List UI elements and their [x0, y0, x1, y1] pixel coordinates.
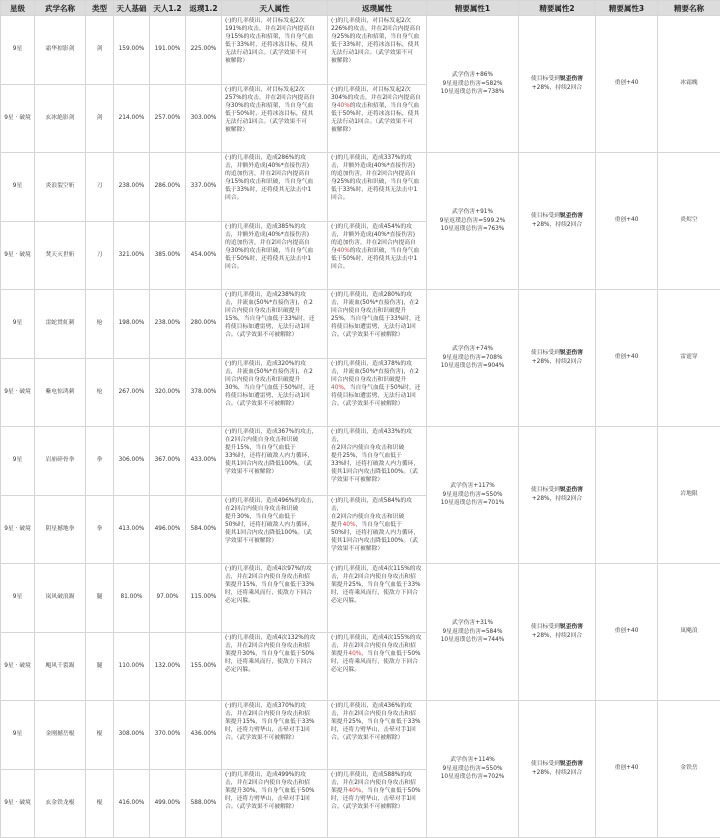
fanpu-attr-cell: (·)的几率使出，造成378%的攻 击，并流血(50%*直接伤害)，在2 回合内使自身攻击和识破提升 40%，当自身气血低于50%时，还 将使目标如遭雷劈，无法行动1回 合。（武学效果不可被解除）	[328, 359, 427, 427]
header-tianren-attr: 天人属性	[222, 1, 328, 16]
damage-type-label: 锐歪伤害	[560, 487, 583, 493]
star-cell: 9星	[1, 427, 35, 496]
tianren-12-cell: 499.00%	[150, 770, 186, 838]
skill-name-cell: 雷蛇贯虹刺	[35, 290, 86, 359]
essence-name-cell: 雷霆穿	[658, 290, 720, 427]
tianren-attr-cell: (·)的几率使出，造成286%的攻 击，并额外造成(40%*直接伤害) 的追加伤害，并在2回合内提高自 身15%的攻击和识破，当自身气血 低于33%时，还将使其无法击中1 回合。	[222, 153, 328, 222]
highlight-value: 40%	[348, 651, 361, 657]
fanpu-12-cell: 303.00%	[186, 85, 222, 153]
tianren-base-cell: 238.00%	[114, 153, 150, 222]
fanpu-12-cell: 584.00%	[186, 496, 222, 564]
header-row	[1, 1, 720, 16]
skill-name-cell: 焚天灭世斩	[35, 222, 86, 290]
table-row	[1, 701, 720, 770]
header-essence-attr-1: 精要属性1	[427, 1, 519, 16]
fanpu-12-cell: 433.00%	[186, 427, 222, 496]
skill-name-cell: 金刚撼岳棍	[35, 701, 86, 770]
tianren-base-cell: 110.00%	[114, 633, 150, 701]
highlight-value: 40%	[348, 788, 361, 794]
essence-attr-1-cell: 武学伤害+31% 9星返璞总伤害=584% 10星返璞总伤害=744%	[427, 564, 519, 701]
header-tianren-base: 天人基础	[114, 1, 150, 16]
highlight-value: 40%	[331, 385, 344, 391]
tianren-base-cell: 267.00%	[114, 359, 150, 427]
table-body	[1, 16, 720, 838]
fanpu-attr-cell: (·)的几率使出，造成436%的攻 击，并在2回合内使自身攻击和招 架提升25%，当自身气血低于33% 时，还将力劈华山，击晕对手1回 合。（武学效果不可被解除）	[328, 701, 427, 770]
tianren-attr-cell: (·)的几率使出，造成367%的攻击， 在2回合内使自身攻击和识破 提升15%，当自身气血低于 33%时，还将打破敌人内力循环， 使其1回合内攻击降低100%。（武 学效果不可被解除）	[222, 427, 328, 496]
tianren-attr-cell: (·)的几率使出，造成238%的攻 击，并流血(50%*直接伤害)，在2 回合内使自身攻击和识破提升 15%，当自身气血低于33%时，还 将使目标如遭雷劈，无法行动1回 合。（武学效果不可被解除）	[222, 290, 328, 359]
essence-attr-3-cell	[596, 427, 658, 564]
skill-name-cell: 岩崩碎骨拳	[35, 427, 86, 496]
essence-attr-1-cell: 武学伤害+86% 9星返璞总伤害=582% 10星返璞总伤害=738%	[427, 16, 519, 153]
essence-attr-1-cell: 武学伤害+74% 9星返璞总伤害=708% 10星返璞总伤害=904%	[427, 290, 519, 427]
header-star: 星级	[1, 1, 35, 16]
fanpu-12-cell: 454.00%	[186, 222, 222, 290]
fanpu-12-cell: 155.00%	[186, 633, 222, 701]
tianren-base-cell: 198.00%	[114, 290, 150, 359]
essence-attr-1-cell: 武学伤害+91% 9星返璞总伤害=599.2% 10星返璞总伤害=763%	[427, 153, 519, 290]
tianren-12-cell: 496.00%	[150, 496, 186, 564]
essence-name-cell: 岩地限	[658, 427, 720, 564]
tianren-attr-cell: (·)的几率使出，造成499%的攻 击，并在2回合内使自身攻击和招 架提升30%，当自身气血低于50% 时，还将力劈华山，击晕对手1回 合。（武学效果不可被解除）	[222, 770, 328, 838]
essence-attr-2-cell: 使目标受到锐歪伤害 +28%，持续2回合	[519, 701, 596, 838]
header-essence-attr-3: 精要属性3	[596, 1, 658, 16]
tianren-base-cell: 308.00%	[114, 701, 150, 770]
essence-attr-3-cell: 重创+40	[596, 290, 658, 427]
star-cell: 9星 · 破境	[1, 770, 35, 838]
essence-name-cell: 冰霜魄	[658, 16, 720, 153]
tianren-12-cell: 286.00%	[150, 153, 186, 222]
skill-name-cell: 紫电惊鸿刺	[35, 359, 86, 427]
fanpu-attr-cell: (·)的几率使出，造成454%的攻 击，并额外造成(40%*直接伤害) 的追加伤害，并在2回合内提高自 身40%的攻击和识破，当自身气血 低于50%时，还将使其无法击中1 回合。	[328, 222, 427, 290]
tianren-12-cell: 97.00%	[150, 564, 186, 633]
tianren-attr-cell: (·)的几率使出，造成4次97%的攻 击，并在2回合内使自身攻击和招 架提升15%，当自身气血低于33% 时，还将乘风而行，使敌方下回合 必定闪躲。	[222, 564, 328, 633]
fanpu-attr-cell: (·)的几率使出，造成280%的攻 击，并流血(50%*直接伤害)，在2 回合内使自身攻击和识破提升 25%，当自身气血低于33%时，还 将使目标如遭雷劈，无法行动1回 合。（武学效果不可被解除）	[328, 290, 427, 359]
damage-type-label: 锐歪伤害	[560, 350, 583, 356]
type-cell: 刀	[86, 222, 114, 290]
fanpu-attr-cell: (·)的几率使出，造成584%的攻击， 在2回合内使自身攻击和识破 提升40%，当自身气血低于 50%时，还将打破敌人内力循环， 使其1回合内攻击降低100%。（武 学效果不可被解除）	[328, 496, 427, 564]
fanpu-12-cell: 225.00%	[186, 16, 222, 85]
tianren-12-cell: 257.00%	[150, 85, 186, 153]
tianren-attr-cell: (·)的几率使出，对目标发起2次 257%的攻击，并在2回合内提高自 身30%的攻击和招架，当自身气血 低于50%时，还将冰冻目标，使其 无法行动1回合。（武学效果不可 被解除）	[222, 85, 328, 153]
table-row	[1, 153, 720, 222]
table-row	[1, 564, 720, 633]
tianren-base-cell: 214.00%	[114, 85, 150, 153]
tianren-12-cell: 320.00%	[150, 359, 186, 427]
star-cell: 9星	[1, 153, 35, 222]
essence-attr-2-cell: 使目标受到锐歪伤害 +28%，持续2回合	[519, 16, 596, 153]
fanpu-attr-cell: (·)的几率使出，造成433%的攻击， 在2回合内使自身攻击和识破 提升25%，当自身气血低于 33%时，还将打破敌人内力循环， 使其1回合内攻击降低100%。（武 学效果不可被解除）	[328, 427, 427, 496]
highlight-value: 40%	[343, 522, 356, 528]
header-tianren-12: 天人1.2	[150, 1, 186, 16]
fanpu-attr-cell: (·)的几率使出，造成4次155%的攻 击，并在2回合内使自身攻击和招 架提升40%，当自身气血低于50% 时，还将乘风而行，使敌方下回合 必定闪躲。	[328, 633, 427, 701]
essence-name-cell: 金铁岳	[658, 701, 720, 838]
fanpu-12-cell: 588.00%	[186, 770, 222, 838]
skill-name-cell: 玄金铁龙棍	[35, 770, 86, 838]
skill-name-cell: 飓风千裂踢	[35, 633, 86, 701]
table-row	[1, 16, 720, 85]
essence-attr-2-cell: 使目标受到锐歪伤害 +28%，持续2回合	[519, 153, 596, 290]
highlight-value: 40%	[337, 103, 350, 109]
tianren-attr-cell: (·)的几率使出，造成4次132%的攻 击，并在2回合内使自身攻击和招 架提升30%，当自身气血低于50% 时，还将乘风而行，使敌方下回合 必定闪躲。	[222, 633, 328, 701]
tianren-attr-cell: (·)的几率使出，造成385%的攻 击，并额外造成(40%*直接伤害) 的追加伤害，并在2回合内提高自 身30%的攻击和识破，当自身气血 低于50%时，还将使其无法击中1 回合。	[222, 222, 328, 290]
tianren-12-cell: 191.00%	[150, 16, 186, 85]
type-cell: 棍	[86, 770, 114, 838]
tianren-12-cell: 385.00%	[150, 222, 186, 290]
header-name: 武学名称	[35, 1, 86, 16]
essence-attr-3-cell: 重创+40	[596, 153, 658, 290]
header-essence-name: 精要名称	[658, 1, 720, 16]
type-cell: 刀	[86, 153, 114, 222]
type-cell: 腿	[86, 564, 114, 633]
type-cell: 枪	[86, 290, 114, 359]
star-cell: 9星 · 破境	[1, 359, 35, 427]
type-cell: 枪	[86, 359, 114, 427]
fanpu-attr-cell: (·)的几率使出，造成337%的攻 击，并额外造成(40%*直接伤害) 的追加伤害，并在2回合内提高自 身25%的攻击和识破，当自身气血 低于33%时，还将使其无法击中1 回合。	[328, 153, 427, 222]
tianren-base-cell: 413.00%	[114, 496, 150, 564]
essence-attr-3-cell: 重创+40	[596, 16, 658, 153]
tianren-base-cell: 159.00%	[114, 16, 150, 85]
tianren-attr-cell: (·)的几率使出，对目标发起2次 191%的攻击，并在2回合内提高自 身15%的攻击和招架，当自身气血 低于33%时，还将冰冻目标，使其 无法行动1回合。（武学效果不可 被解除）	[222, 16, 328, 85]
star-cell: 9星 · 破境	[1, 496, 35, 564]
fanpu-12-cell: 436.00%	[186, 701, 222, 770]
header-fanpu-12: 返璞1.2	[186, 1, 222, 16]
tianren-12-cell: 238.00%	[150, 290, 186, 359]
star-cell: 9星	[1, 290, 35, 359]
fanpu-attr-cell: (·)的几率使出，对目标发起2次 304%的攻击，并在2回合内提高自 身40%的攻击和招架，当自身气血 低于50%时，还将冰冻目标，使其 无法行动1回合。（武学效果不可 被解除）	[328, 85, 427, 153]
tianren-base-cell: 416.00%	[114, 770, 150, 838]
star-cell: 9星 · 破境	[1, 85, 35, 153]
star-cell: 9星	[1, 564, 35, 633]
essence-attr-2-cell: 使目标受到锐歪伤害 +28%，持续2回合	[519, 427, 596, 564]
type-cell: 腿	[86, 633, 114, 701]
essence-name-cell: 岚飓浪	[658, 564, 720, 701]
essence-name-cell: 炎烬空	[658, 153, 720, 290]
star-cell: 9星 · 破境	[1, 222, 35, 290]
tianren-attr-cell: (·)的几率使出，造成320%的攻 击，并流血(50%*直接伤害)，在2 回合内使自身攻击和识破提升 30%，当自身气血低于50%时，还 将使目标如遭雷劈，无法行动1回 合。（武学效果不可被解除）	[222, 359, 328, 427]
table-row	[1, 427, 720, 496]
type-cell: 拳	[86, 427, 114, 496]
damage-type-label: 锐歪伤害	[560, 624, 583, 630]
tianren-base-cell: 306.00%	[114, 427, 150, 496]
fanpu-attr-cell: (·)的几率使出，对目标发起2次 226%的攻击，并在2回合内提高自 身25%的攻击和招架，当自身气血 低于33%时，还将冰冻目标，使其 无法行动1回合。（武学效果不可 被解除）	[328, 16, 427, 85]
tianren-12-cell: 370.00%	[150, 701, 186, 770]
star-cell: 9星	[1, 16, 35, 85]
fanpu-attr-cell: (·)的几率使出，造成4次115%的攻 击，并在2回合内使自身攻击和招 架提升25%，当自身气血低于33% 时，还将乘风而行，使敌方下回合 必定闪躲。	[328, 564, 427, 633]
skill-name-cell: 玄冰絶影剑	[35, 85, 86, 153]
essence-attr-2-cell: 使目标受到锐歪伤害 +28%，持续2回合	[519, 290, 596, 427]
essence-attr-1-cell: 武学伤害+114% 9星返璞总伤害=550% 10星返璞总伤害=702%	[427, 701, 519, 838]
skill-name-cell: 炎浪裂空斩	[35, 153, 86, 222]
fanpu-12-cell: 378.00%	[186, 359, 222, 427]
table-row	[1, 290, 720, 359]
damage-type-label: 锐歪伤害	[560, 76, 583, 82]
fanpu-12-cell: 280.00%	[186, 290, 222, 359]
tianren-12-cell: 367.00%	[150, 427, 186, 496]
star-cell: 9星 · 破境	[1, 633, 35, 701]
damage-type-label: 锐歪伤害	[560, 213, 583, 219]
tianren-12-cell: 132.00%	[150, 633, 186, 701]
header-type: 类型	[86, 1, 114, 16]
type-cell: 拳	[86, 496, 114, 564]
skill-name-cell: 霜华掠影剑	[35, 16, 86, 85]
star-cell: 9星	[1, 701, 35, 770]
type-cell: 剑	[86, 85, 114, 153]
header-essence-attr-2: 精要属性2	[519, 1, 596, 16]
header-fanpu-attr: 返璞属性	[328, 1, 427, 16]
fanpu-attr-cell: (·)的几率使出，造成588%的攻 击，并在2回合内使自身攻击和招 架提升40%，当自身气血低于50% 时，还将力劈华山，击晕对手1回 合。（武学效果不可被解除）	[328, 770, 427, 838]
tianren-base-cell: 321.00%	[114, 222, 150, 290]
essence-attr-3-cell: 重创+40	[596, 564, 658, 701]
highlight-value: 40%	[337, 248, 350, 254]
tianren-attr-cell: (·)的几率使出，造成370%的攻 击，并在2回合内使自身攻击和招 架提升15%，当自身气血低于33% 时，还将力劈华山，击晕对手1回 合。（武学效果不可被解除）	[222, 701, 328, 770]
type-cell: 棍	[86, 701, 114, 770]
tianren-attr-cell: (·)的几率使出，造成496%的攻击， 在2回合内使自身攻击和识破 提升30%，当自身气血低于 50%时，还将打破敌人内力循环， 使其1回合内攻击降低100%。（武 学效果不可被解除）	[222, 496, 328, 564]
type-cell: 剑	[86, 16, 114, 85]
damage-type-label: 锐歪伤害	[560, 761, 583, 767]
essence-attr-2-cell: 使目标受到锐歪伤害 +28%，持续2回合	[519, 564, 596, 701]
skill-name-cell: 岚风破浪踢	[35, 564, 86, 633]
tianren-base-cell: 81.00%	[114, 564, 150, 633]
essence-attr-3-cell: 重创+40	[596, 701, 658, 838]
fanpu-12-cell: 115.00%	[186, 564, 222, 633]
essence-attr-1-cell: 武学伤害+117% 9星返璞总伤害=550% 10星返璞总伤害=701%	[427, 427, 519, 564]
fanpu-12-cell: 337.00%	[186, 153, 222, 222]
skill-name-cell: 阴星撼地拳	[35, 496, 86, 564]
